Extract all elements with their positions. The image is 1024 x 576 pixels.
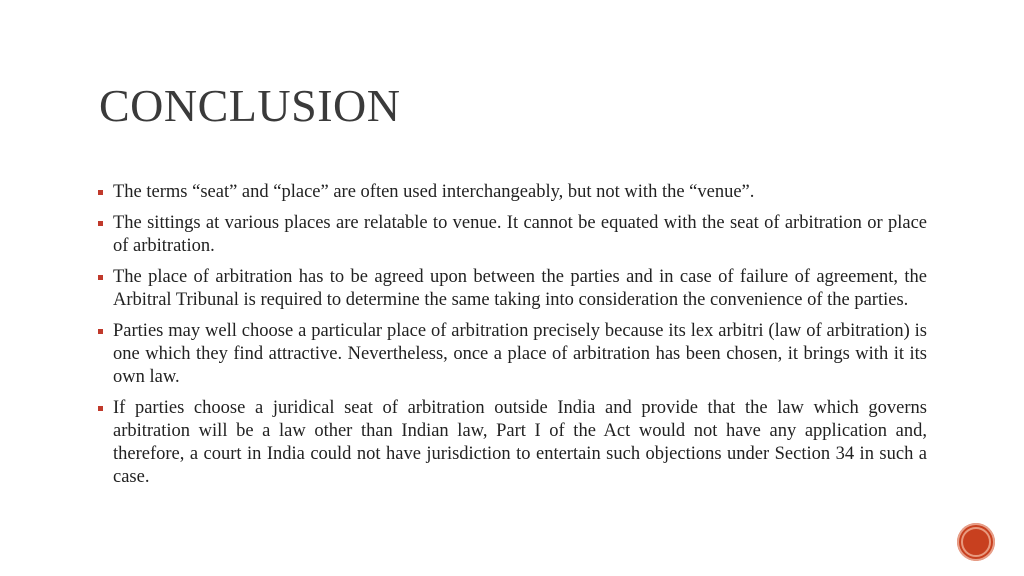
bullet-list xyxy=(97,181,927,497)
badge-ring xyxy=(961,527,991,557)
page-number-badge-icon xyxy=(957,523,995,561)
slide-title: CONCLUSION xyxy=(99,80,401,131)
bullet-text: If parties choose a juridical seat of arbitration outside India and provide that the law which governs arbitration will be a law other than Indian law, Part I of the Act would not have any application and, therefore, a court in India could not have jurisdiction to entertain such objections under Section 34 in such a case. xyxy=(113,398,927,487)
bullet-item xyxy=(97,266,927,312)
bullet-item xyxy=(97,212,927,258)
bullet-item xyxy=(97,397,927,489)
bullet-text: Parties may well choose a particular place of arbitration precisely because its lex arbitri (law of arbitration) is one which they find attractive. Nevertheless, once a place of arbitration has been chosen, it brings with it its own law. xyxy=(113,321,927,387)
bullet-square-icon xyxy=(98,275,103,280)
bullet-text: The sittings at various places are relatable to venue. It cannot be equated with the seat of arbitration or place of arbitration. xyxy=(113,213,927,256)
bullet-square-icon xyxy=(98,221,103,226)
bullet-text: The terms “seat” and “place” are often used interchangeably, but not with the “venue”. xyxy=(113,182,755,202)
bullet-text: The place of arbitration has to be agreed upon between the parties and in case of failure of agreement, the Arbitral Tribunal is required to determine the same taking into consideration the convenience of the parties. xyxy=(113,267,927,310)
bullet-item xyxy=(97,320,927,389)
bullet-square-icon xyxy=(98,329,103,334)
bullet-square-icon xyxy=(98,406,103,411)
bullet-square-icon xyxy=(98,190,103,195)
bullet-item xyxy=(97,181,927,204)
